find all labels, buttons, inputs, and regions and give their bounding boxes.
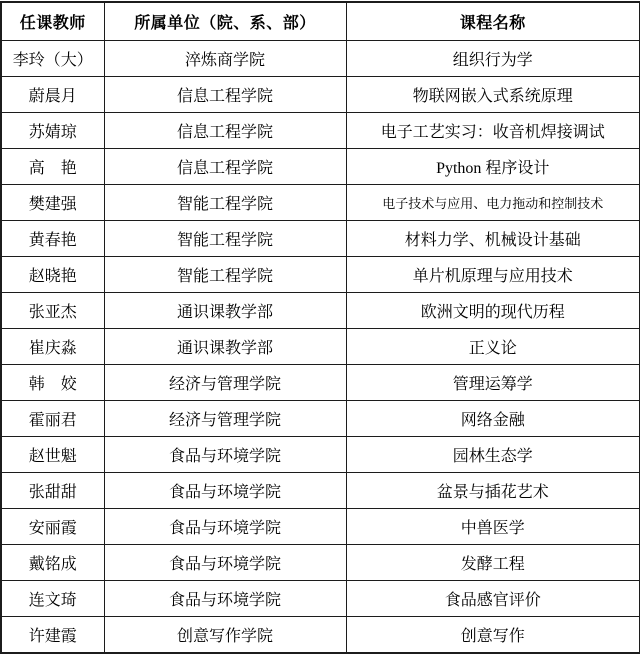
table-header [1, 2, 640, 41]
teacher-cell: 张亚杰 [1, 293, 104, 329]
teacher-cell: 赵世魁 [1, 437, 104, 473]
unit-cell: 食品与环境学院 [104, 437, 346, 473]
teacher-cell: 崔庆淼 [1, 329, 104, 365]
table-row [1, 473, 640, 509]
course-cell: 中兽医学 [346, 509, 640, 545]
teacher-cell: 黄春艳 [1, 221, 104, 257]
course-cell: 创意写作 [346, 617, 640, 654]
course-cell: 欧洲文明的现代历程 [346, 293, 640, 329]
header-row [1, 2, 640, 41]
unit-cell: 食品与环境学院 [104, 545, 346, 581]
teacher-cell: 许建霞 [1, 617, 104, 654]
teacher-cell: 李玲（大） [1, 41, 104, 77]
table-row [1, 185, 640, 221]
course-cell: 管理运筹学 [346, 365, 640, 401]
unit-cell: 智能工程学院 [104, 257, 346, 293]
course-cell: 电子工艺实习：收音机焊接调试 [346, 113, 640, 149]
course-cell: 发酵工程 [346, 545, 640, 581]
unit-cell: 智能工程学院 [104, 185, 346, 221]
table-row [1, 437, 640, 473]
table-row [1, 77, 640, 113]
course-cell: 材料力学、机械设计基础 [346, 221, 640, 257]
teacher-cell: 霍丽君 [1, 401, 104, 437]
teacher-cell: 苏婧琼 [1, 113, 104, 149]
table-row [1, 401, 640, 437]
course-cell: 组织行为学 [346, 41, 640, 77]
course-cell: 电子技术与应用、电力拖动和控制技术 [346, 185, 640, 221]
unit-cell: 淬炼商学院 [104, 41, 346, 77]
teacher-cell: 蔚晨月 [1, 77, 104, 113]
unit-cell: 通识课教学部 [104, 293, 346, 329]
table-row [1, 617, 640, 654]
teacher-cell: 高 艳 [1, 149, 104, 185]
table-row [1, 41, 640, 77]
header-teacher: 任课教师 [1, 2, 104, 41]
teacher-cell: 张甜甜 [1, 473, 104, 509]
course-cell: 食品感官评价 [346, 581, 640, 617]
unit-cell: 经济与管理学院 [104, 401, 346, 437]
course-cell: 物联网嵌入式系统原理 [346, 77, 640, 113]
course-cell: 盆景与插花艺术 [346, 473, 640, 509]
unit-cell: 信息工程学院 [104, 77, 346, 113]
unit-cell: 经济与管理学院 [104, 365, 346, 401]
teacher-cell: 戴铭成 [1, 545, 104, 581]
teacher-cell: 韩 姣 [1, 365, 104, 401]
table-row [1, 257, 640, 293]
unit-cell: 信息工程学院 [104, 149, 346, 185]
unit-cell: 创意写作学院 [104, 617, 346, 654]
unit-cell: 信息工程学院 [104, 113, 346, 149]
header-unit: 所属单位（院、系、部） [104, 2, 346, 41]
teacher-cell: 安丽霞 [1, 509, 104, 545]
table-row [1, 545, 640, 581]
unit-cell: 智能工程学院 [104, 221, 346, 257]
table-row [1, 509, 640, 545]
teacher-cell: 樊建强 [1, 185, 104, 221]
table-row [1, 221, 640, 257]
header-course: 课程名称 [346, 2, 640, 41]
table-row [1, 581, 640, 617]
teacher-cell: 连文琦 [1, 581, 104, 617]
course-cell: 单片机原理与应用技术 [346, 257, 640, 293]
course-cell: 正义论 [346, 329, 640, 365]
table-body [1, 41, 640, 654]
table-row [1, 149, 640, 185]
table-row [1, 365, 640, 401]
course-cell: Python 程序设计 [346, 149, 640, 185]
unit-cell: 食品与环境学院 [104, 581, 346, 617]
course-assignment-table [0, 1, 640, 654]
teacher-cell: 赵晓艳 [1, 257, 104, 293]
course-cell: 园林生态学 [346, 437, 640, 473]
course-cell: 网络金融 [346, 401, 640, 437]
unit-cell: 食品与环境学院 [104, 509, 346, 545]
table-row [1, 293, 640, 329]
table-row [1, 113, 640, 149]
table-row [1, 329, 640, 365]
unit-cell: 食品与环境学院 [104, 473, 346, 509]
unit-cell: 通识课教学部 [104, 329, 346, 365]
